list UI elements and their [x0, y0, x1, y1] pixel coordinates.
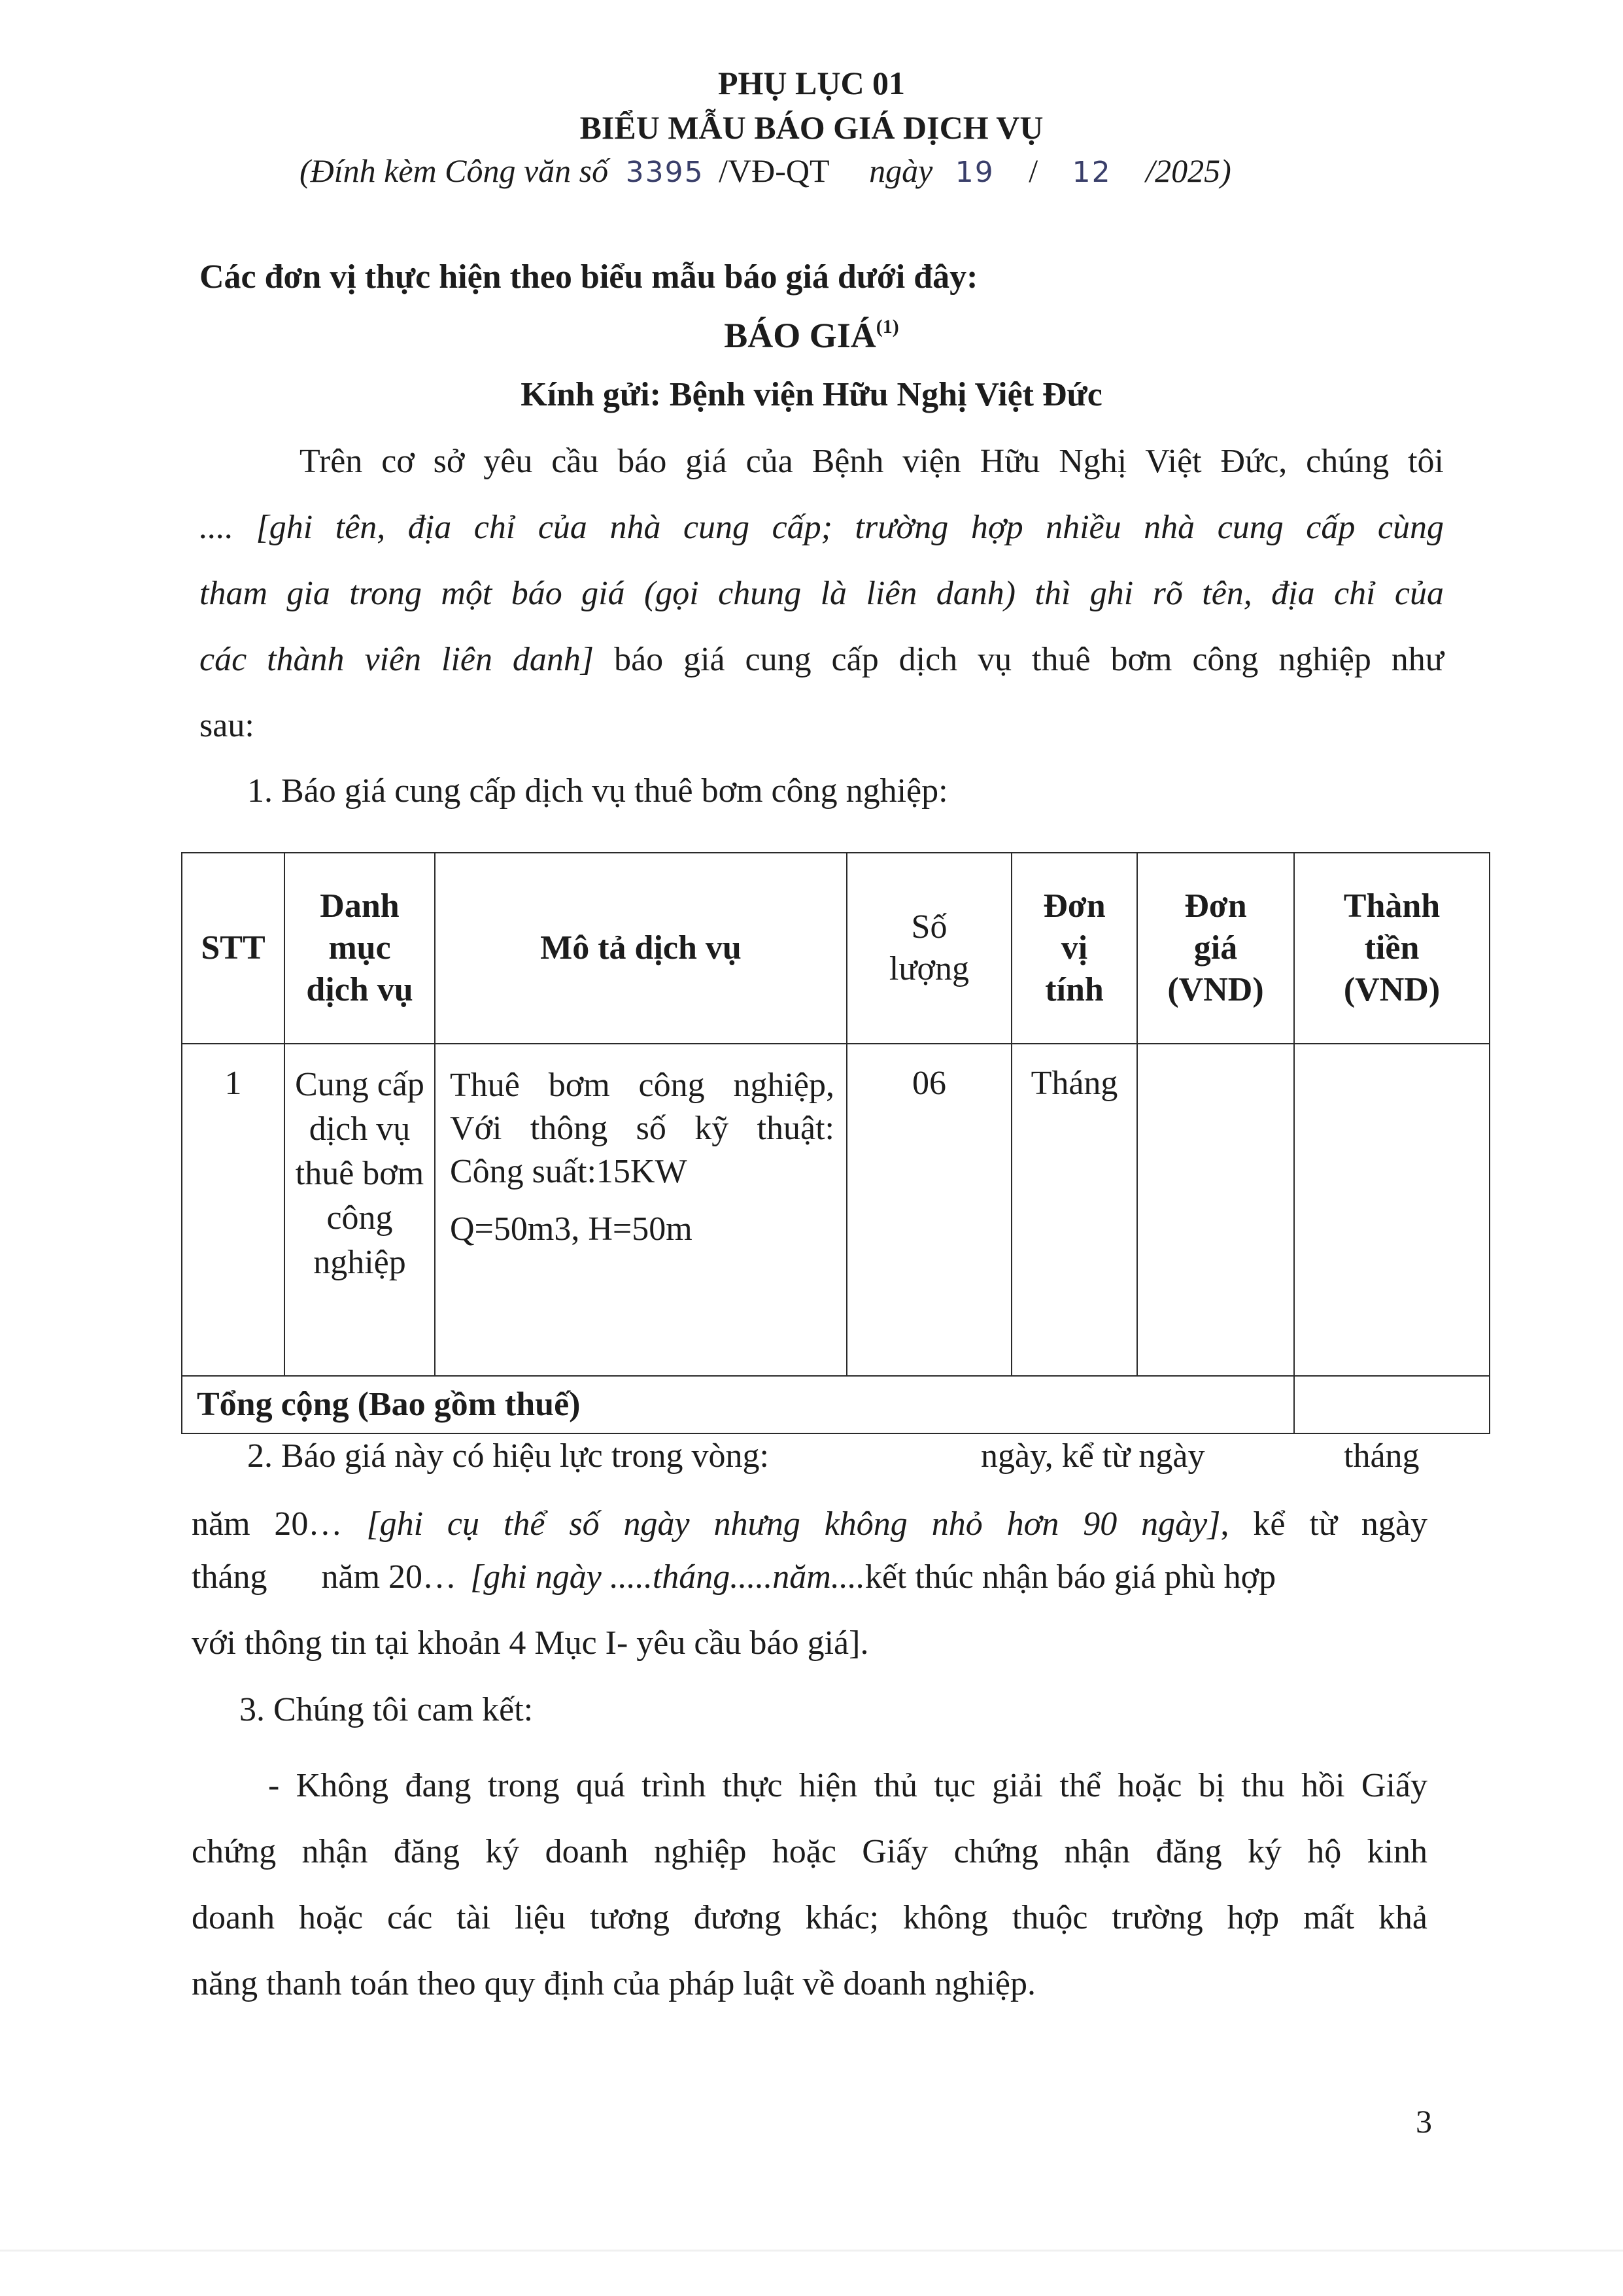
section-3-line-2: chứng nhận đăng ký doanh nghiệp hoặc Giấy chứng nhận đăng ký hộ kinh [192, 1833, 1427, 1870]
handwritten-doc-number: 3395 [625, 156, 704, 189]
scan-edge-line [0, 2250, 1623, 2252]
header-quantity: Số lượng [847, 853, 1012, 1044]
opening-line-2: .... [ghi tên, địa chỉ của nhà cung cấp; trường hợp nhiều nhà cung cấp cùng [199, 509, 1444, 546]
closing-instruction: kết thúc nhận báo giá phù hợp [864, 1558, 1276, 1596]
section-2-line-1 [247, 1437, 769, 1475]
recipient-line: Kính gửi: Bệnh viện Hữu Nghị Việt Đức [521, 376, 1102, 413]
table-header-row [182, 853, 1490, 1044]
attachment-line [299, 152, 1231, 190]
desc-line-3: Công suất:15KW [450, 1153, 687, 1190]
header-category: Danh mục dịch vụ [284, 853, 435, 1044]
section-3-line-3: doanh hoặc các tài liệu tương đương khác; không thuộc trường hợp mất khả [192, 1899, 1427, 1936]
opening-line-4-rest: báo giá cung cấp dịch vụ thuê bơm công nghiệp như [594, 641, 1444, 678]
month-blank: tháng [192, 1558, 267, 1596]
doc-suffix: /VĐ-QT [719, 152, 830, 189]
section-2-line-3 [192, 1558, 1276, 1596]
desc-line-4: Q=50m3, H=50m [450, 1210, 692, 1248]
opening-line-4-italic: các thành viên liên danh] [199, 641, 594, 678]
section-3-line-1: - Không đang trong quá trình thực hiện thủ tục giải thể hoặc bị thu hồi Giấy [268, 1767, 1427, 1804]
total-value [1294, 1376, 1490, 1433]
quote-table [181, 852, 1490, 1434]
section-1-heading: 1. Báo giá cung cấp dịch vụ thuê bơm công nghiệp: [247, 772, 948, 810]
handwritten-day: 19 [955, 156, 995, 189]
page-number: 3 [1416, 2103, 1432, 2140]
desc-line-1: Thuê bơm công nghiệp, [450, 1067, 834, 1104]
cell-unit-price [1137, 1044, 1294, 1376]
header-unit: Đơn vị tính [1012, 853, 1137, 1044]
section-2-line-2 [192, 1491, 1427, 1557]
validity-days-label: ngày, kể từ ngày [981, 1437, 1205, 1475]
opening-line-1: Trên cơ sở yêu cầu báo giá của Bệnh viện Hữu Nghị Việt Đức, chúng tôi [299, 443, 1444, 480]
quote-title [0, 315, 1623, 356]
cell-unit: Tháng [1012, 1044, 1137, 1376]
form-title: BIỂU MẪU BÁO GIÁ DỊCH VỤ [579, 109, 1044, 146]
date-instruction: [ghi ngày .....tháng.....năm.... [470, 1558, 865, 1596]
section-3-line-4: năng thanh toán theo quy định của pháp luật về doanh nghiệp. [192, 1965, 1036, 2002]
cell-amount [1294, 1044, 1490, 1376]
table-total-row [182, 1376, 1490, 1433]
header-amount: Thành tiền (VND) [1294, 853, 1490, 1044]
from-date-label: , kể từ ngày [1220, 1505, 1428, 1543]
attach-prefix: (Đính kèm Công văn số [299, 152, 609, 189]
intro-line: Các đơn vị thực hiện theo biểu mẫu báo giá dưới đây: [199, 258, 978, 296]
date-label: ngày [869, 152, 933, 189]
handwritten-month: 12 [1072, 156, 1112, 189]
section-3-heading: 3. Chúng tôi cam kết: [239, 1691, 534, 1728]
year-blank-2: năm 20… [321, 1558, 457, 1596]
footnote-mark: (1) [876, 316, 899, 337]
cell-description [435, 1044, 847, 1376]
header-description: Mô tả dịch vụ [435, 853, 847, 1044]
quote-title-text: BÁO GIÁ [724, 316, 876, 355]
year-blank-1: năm 20… [192, 1505, 343, 1543]
opening-line-4 [199, 626, 1444, 693]
section-2-line-4: với thông tin tại khoản 4 Mục I- yêu cầu báo giá]. [192, 1624, 869, 1662]
desc-line-2: Với thông số kỹ thuật: [450, 1110, 834, 1147]
header-stt: STT [182, 853, 284, 1044]
validity-label: 2. Báo giá này có hiệu lực trong vòng: [247, 1437, 769, 1475]
validity-instruction: [ghi cụ thể số ngày nhưng không nhỏ hơn 90 ngày] [366, 1505, 1221, 1543]
header-unit-price: Đơn giá (VND) [1137, 853, 1294, 1044]
cell-category: Cung cấp dịch vụ thuê bơm công nghiệp [284, 1044, 435, 1376]
validity-month-label: tháng [1344, 1437, 1420, 1475]
year-part: /2025) [1146, 152, 1231, 189]
appendix-title: PHỤ LỤC 01 [717, 65, 906, 101]
table-row [182, 1044, 1490, 1376]
cell-stt: 1 [182, 1044, 284, 1376]
total-label: Tổng cộng (Bao gồm thuế) [182, 1376, 1294, 1433]
cell-quantity: 06 [847, 1044, 1012, 1376]
opening-line-3: tham gia trong một báo giá (gọi chung là liên danh) thì ghi rõ tên, địa chỉ của [199, 575, 1444, 612]
date-separator: / [1029, 152, 1038, 189]
opening-line-5: sau: [199, 707, 254, 744]
